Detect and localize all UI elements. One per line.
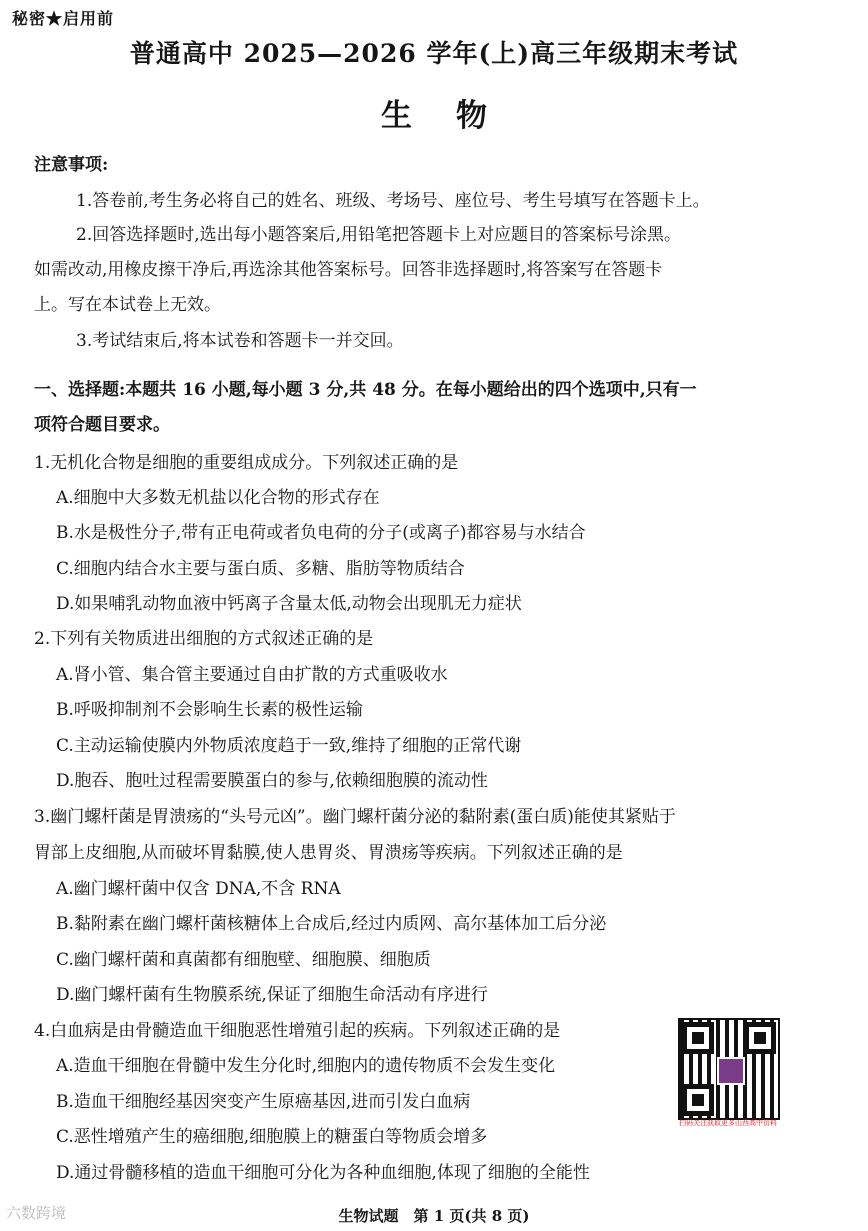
question-option: D.通过骨髓移植的造血干细胞可分化为各种血细胞,体现了细胞的全能性 xyxy=(56,1163,590,1183)
notice-heading: 注意事项: xyxy=(34,155,109,175)
question-option: D.胞吞、胞吐过程需要膜蛋白的参与,依赖细胞膜的流动性 xyxy=(56,771,488,791)
question-option: C.主动运输使膜内外物质浓度趋于一致,维持了细胞的正常代谢 xyxy=(56,736,522,756)
question-option: C.恶性增殖产生的癌细胞,细胞膜上的糖蛋白等物质会增多 xyxy=(56,1127,488,1147)
question-stem-cont: 胃部上皮细胞,从而破坏胃黏膜,使人患胃炎、胃溃疡等疾病。下列叙述正确的是 xyxy=(34,843,623,863)
section-heading-cont: 项符合题目要求。 xyxy=(34,415,170,435)
question-option: A.细胞中大多数无机盐以化合物的形式存在 xyxy=(56,488,380,508)
question-stem: 3.幽门螺杆菌是胃溃疡的“头号元凶”。幽门螺杆菌分泌的黏附素(蛋白质)能使其紧贴于 xyxy=(34,807,676,827)
qr-code-icon xyxy=(678,1018,780,1120)
notice-item: 1.答卷前,考生务必将自己的姓名、班级、考场号、座位号、考生号填写在答题卡上。 xyxy=(76,191,710,211)
notice-item: 如需改动,用橡皮擦干净后,再选涂其他答案标号。回答非选择题时,将答案写在答题卡 xyxy=(34,260,663,280)
question-option: C.细胞内结合水主要与蛋白质、多糖、脂肪等物质结合 xyxy=(56,559,465,579)
notice-item: 上。写在本试卷上无效。 xyxy=(34,295,221,315)
subject-title: 生物 xyxy=(381,98,531,134)
qr-caption: 扫码关注获取更多山西高中资料 xyxy=(679,1119,777,1127)
notice-item: 2.回答选择题时,选出每小题答案后,用铅笔把答题卡上对应题目的答案标号涂黑。 xyxy=(76,225,682,245)
question-option: B.黏附素在幽门螺杆菌核糖体上合成后,经过内质网、高尔基体加工后分泌 xyxy=(56,914,607,934)
question-option: D.幽门螺杆菌有生物膜系统,保证了细胞生命活动有序进行 xyxy=(56,985,488,1005)
question-option: B.水是极性分子,带有正电荷或者负电荷的分子(或离子)都容易与水结合 xyxy=(56,523,586,543)
section-heading: 一、选择题:本题共 16 小题,每小题 3 分,共 48 分。在每小题给出的四个选项中,只有一 xyxy=(34,380,697,400)
question-option: A.肾小管、集合管主要通过自由扩散的方式重吸收水 xyxy=(56,665,448,685)
question-option: B.呼吸抑制剂不会影响生长素的极性运输 xyxy=(56,700,363,720)
confidential-label: 秘密★启用前 xyxy=(12,9,115,28)
notice-item: 3.考试结束后,将本试卷和答题卡一并交回。 xyxy=(76,331,404,351)
question-stem: 2.下列有关物质进出细胞的方式叙述正确的是 xyxy=(34,629,374,649)
watermark: 六数跨境 xyxy=(6,1204,67,1222)
page-footer: 生物试题 第 1 页(共 8 页) xyxy=(338,1207,530,1225)
qr-logo-icon xyxy=(717,1057,745,1085)
question-stem: 4.白血病是由骨髓造血干细胞恶性增殖引起的疾病。下列叙述正确的是 xyxy=(34,1021,561,1041)
exam-title: 普通高中 2025—2026 学年(上)高三年级期末考试 xyxy=(129,39,739,68)
question-option: B.造血干细胞经基因突变产生原癌基因,进而引发白血病 xyxy=(56,1092,471,1112)
question-option: D.如果哺乳动物血液中钙离子含量太低,动物会出现肌无力症状 xyxy=(56,594,522,614)
question-stem: 1.无机化合物是细胞的重要组成成分。下列叙述正确的是 xyxy=(34,453,459,473)
question-option: A.造血干细胞在骨髓中发生分化时,细胞内的遗传物质不会发生变化 xyxy=(56,1056,556,1076)
question-option: A.幽门螺杆菌中仅含 DNA,不含 RNA xyxy=(56,879,341,899)
question-option: C.幽门螺杆菌和真菌都有细胞壁、细胞膜、细胞质 xyxy=(56,950,431,970)
